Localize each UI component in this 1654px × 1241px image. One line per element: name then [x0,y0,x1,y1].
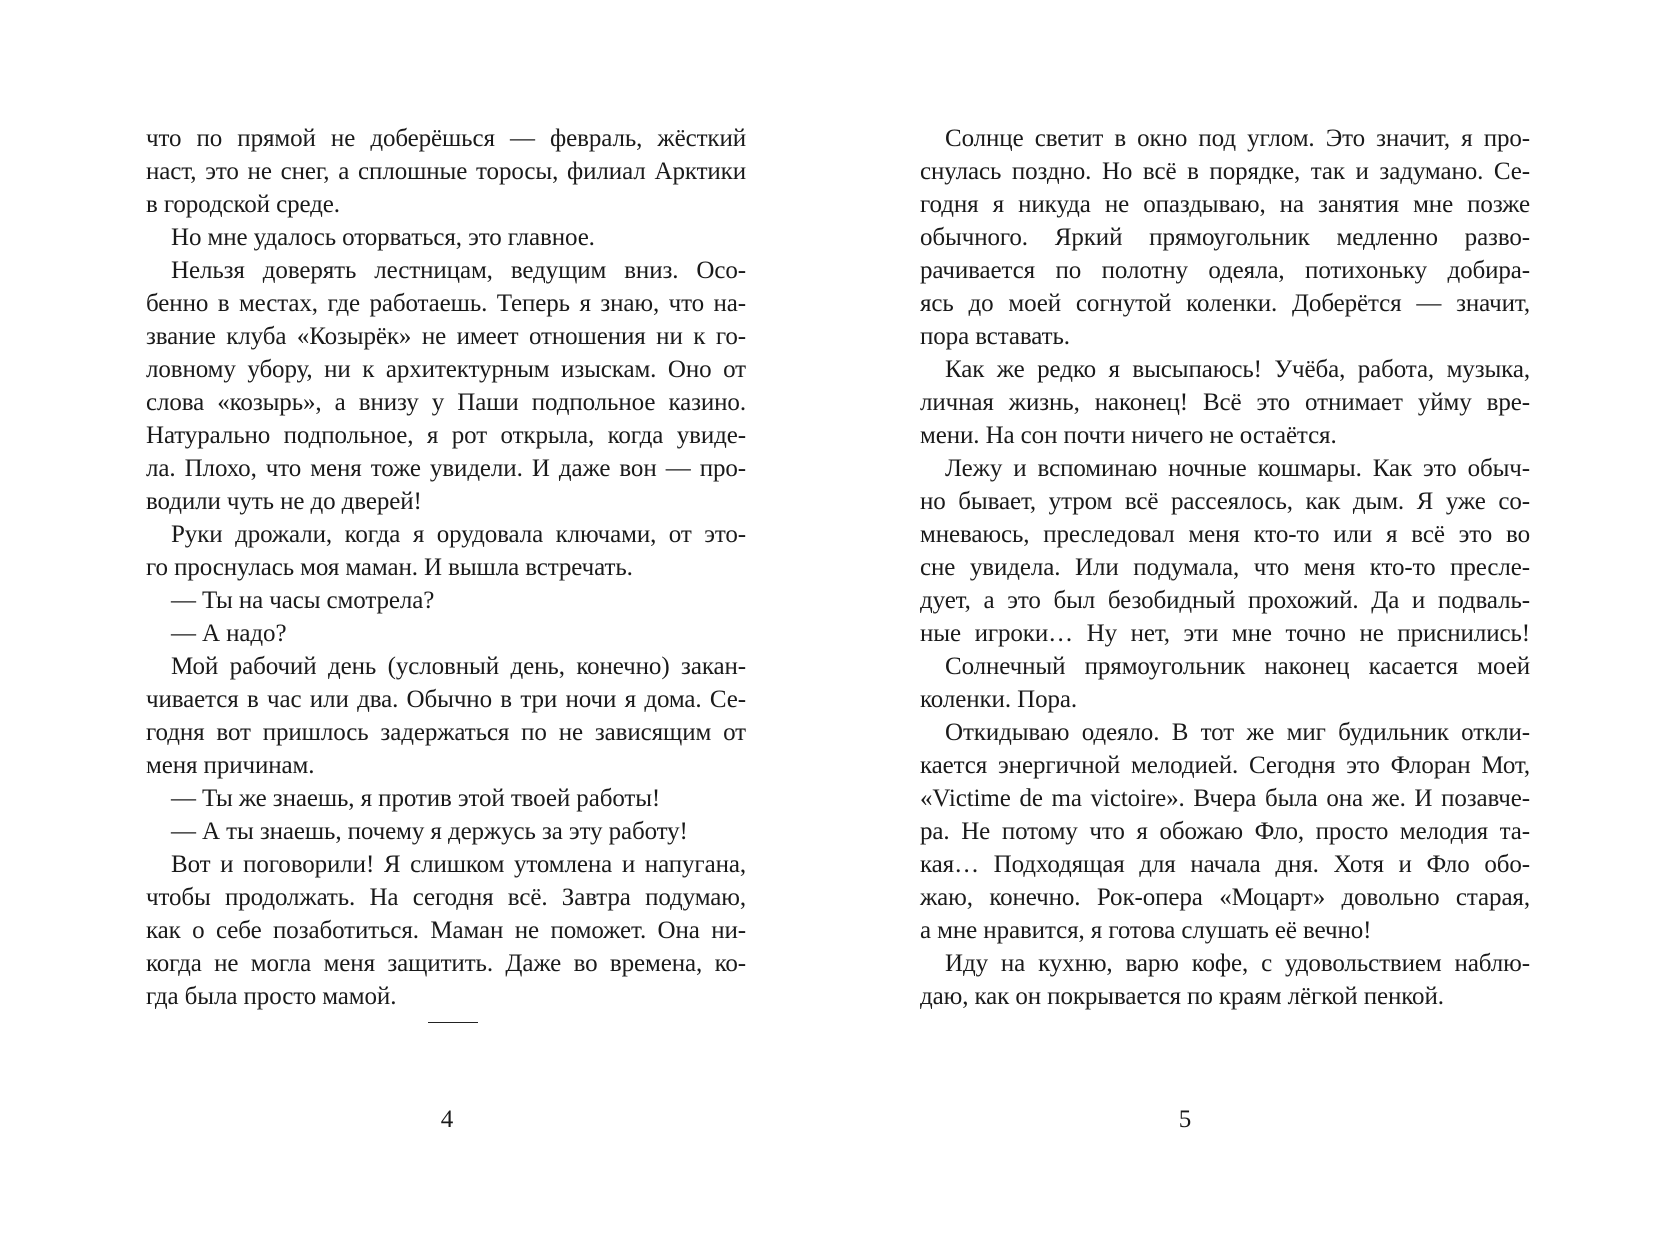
text-line: меня причинам. [146,752,315,779]
text-line: бенно в местах, где работаешь. Теперь я знаю, что на- [146,290,746,317]
dialogue-line: — Ты на часы смотрела? [171,587,435,614]
text-line: чтобы продолжать. На сегодня всё. Завтра подумаю, [146,884,746,911]
text-line: личная жизнь, наконец! Всё это отнимает уйму вре- [920,389,1530,416]
text-line: Вот и поговорили! Я слишком утомлена и напугана, [171,851,746,878]
text-line: чивается в час или два. Обычно в три ночи я дома. Се- [146,686,746,713]
text-line: рачивается по полотну одеяла, потихоньку добира- [920,257,1530,284]
text-line: но бывает, утром всё рассеялось, как дым. Я уже со- [920,488,1530,515]
text-line: когда не могла меня защитить. Даже во времена, ко- [146,950,746,977]
text-line: «Victime de ma victoire». Вчера была она же. И позавче- [920,785,1530,812]
text-line: обычного. Яркий прямоугольник медленно разво- [920,224,1530,251]
text-line: годня вот пришлось задержаться по не зависящим от [146,719,746,746]
text-line: ные игроки… Ну нет, эти мне точно не приснились! [920,620,1530,647]
text-line: годня я никуда не опаздываю, на занятия мне позже [920,191,1530,218]
text-line: а мне нравится, я готова слушать её вечно! [920,917,1372,944]
text-line: мневаюсь, преследовал меня кто-то или я всё это во [920,521,1530,548]
text-line: сне увидела. Или подумала, что меня кто-то пресле- [920,554,1530,581]
text-line: Руки дрожали, когда я орудовала ключами, от это- [171,521,746,548]
page-number: 4 [440,1106,454,1133]
text-line: Нельзя доверять лестницам, ведущим вниз. Осо- [171,257,746,284]
text-line: в городской среде. [146,191,340,218]
text-line: Откидываю одеяло. В тот же миг будильник откли- [945,719,1530,746]
text-line: ясь до моей согнутой коленки. Доберётся — значит, [920,290,1530,317]
text-line: Иду на кухню, варю кофе, с удовольствием наблю- [945,950,1530,977]
text-line: го проснулась моя маман. И вышла встречать. [146,554,633,581]
text-line: снулась поздно. Но всё в порядке, так и задумано. Се- [920,158,1530,185]
text-line: даю, как он покрывается по краям лёгкой пенкой. [920,983,1444,1010]
text-line: Как же редко я высыпаюсь! Учёба, работа, музыка, [945,356,1530,383]
right-page-text [920,122,1530,1013]
text-line: ла. Плохо, что меня тоже увидели. И даже вон — про- [146,455,746,482]
text-line: слова «козырь», а внизу у Паши подпольное казино. [146,389,746,416]
text-line: Но мне удалось оторваться, это главное. [171,224,595,251]
section-divider [428,1022,478,1023]
text-line: пора вставать. [920,323,1070,350]
text-line: наст, это не снег, а сплошные торосы, филиал Арктики [146,158,746,185]
text-line: гда была просто мамой. [146,983,397,1010]
text-line: что по прямой не доберёшься — февраль, жёсткий [146,125,746,152]
text-line: ловному убору, ни к архитектурным изыскам. Оно от [146,356,746,383]
dialogue-line: — А надо? [171,620,287,647]
right-page [827,0,1654,1241]
text-line: Солнечный прямоугольник наконец касается моей [945,653,1530,680]
text-line: ра. Не потому что я обожаю Фло, просто мелодия та- [920,818,1530,845]
text-line: жаю, конечно. Рок-опера «Моцарт» довольно старая, [920,884,1530,911]
text-line: Лежу и вспоминаю ночные кошмары. Как это обыч- [945,455,1530,482]
text-line: Натурально подпольное, я рот открыла, когда увиде- [146,422,746,449]
dialogue-line: — А ты знаешь, почему я держусь за эту работу! [171,818,688,845]
text-line: Мой рабочий день (условный день, конечно) закан- [171,653,746,680]
dialogue-line: — Ты же знаешь, я против этой твоей работы! [171,785,661,812]
text-line: Солнце светит в окно под углом. Это значит, я про- [945,125,1530,152]
text-line: дует, а это был безобидный прохожий. Да и подваль- [920,587,1530,614]
text-line: мени. На сон почти ничего не остаётся. [920,422,1337,449]
text-line: звание клуба «Козырёк» не имеет отношения ни к го- [146,323,746,350]
page-number: 5 [1178,1106,1192,1133]
text-line: кается энергичной мелодией. Сегодня это Флоран Мот, [920,752,1530,779]
text-line: как о себе позаботиться. Маман не поможет. Она ни- [146,917,746,944]
text-line: водили чуть не до дверей! [146,488,422,515]
text-line: коленки. Пора. [920,686,1078,713]
text-line: кая… Подходящая для начала дня. Хотя и Фло обо- [920,851,1530,878]
left-page-text [146,122,746,1013]
